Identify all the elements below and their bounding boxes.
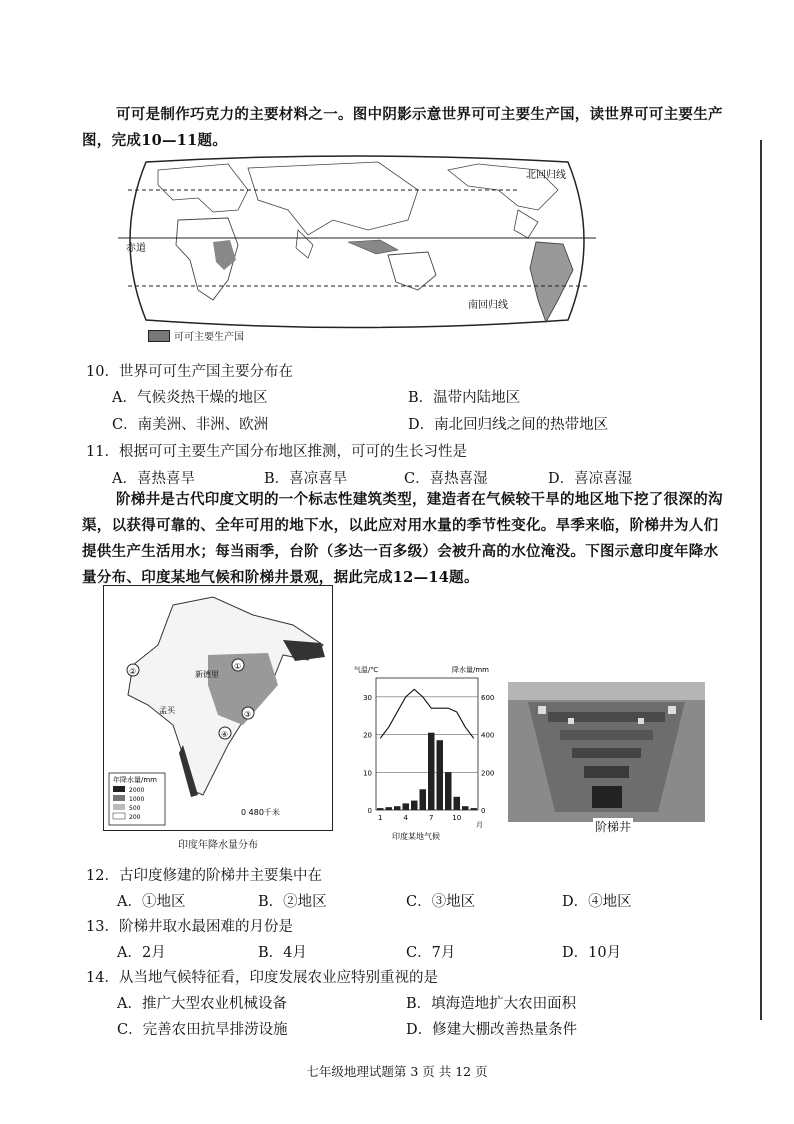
intro-paragraph-cocoa: 可可是制作巧克力的主要材料之一。图中阴影示意世界可可主要生产国，读世界可可主要生产图，完成10—11题。 xyxy=(82,106,723,149)
climate-chart xyxy=(352,660,502,845)
place-mumbai: 孟买 xyxy=(159,706,175,715)
precip-bar xyxy=(428,733,435,810)
legend-item-2: 1000 xyxy=(129,796,145,803)
stepwell-caption: 阶梯井 xyxy=(595,820,632,834)
marker-2: ② xyxy=(129,667,137,676)
x-tick-label: 1 xyxy=(378,814,383,822)
precip-bar xyxy=(454,797,461,810)
left-axis-label: 气温/℃ xyxy=(354,666,379,674)
question-11-option-d[interactable]: D．喜凉喜湿 xyxy=(548,471,633,487)
map-legend xyxy=(148,328,244,343)
marker-3: ③ xyxy=(244,710,252,719)
precip-bar xyxy=(411,801,418,810)
legend-label: 可可主要生产国 xyxy=(174,332,244,343)
question-13-option-d[interactable]: D．10月 xyxy=(562,945,622,961)
left-tick-label: 30 xyxy=(363,693,372,702)
x-tick-label: 10 xyxy=(452,814,462,822)
intro-paragraph-stepwell: 阶梯井是古代印度文明的一个标志性建筑类型，建造者在气候较干旱的地区地下挖了很深的沟渠，以获得可靠的、全年可用的地下水，以此应对用水量的季节性变化。旱季来临，阶梯井为人们提供生产生活用水；每当雨季，台阶（多达一百多级）会被升高的水位淹没。下图示意印度年降水量分布、印度某地气候和阶梯井景观，据此完成12—14题。 xyxy=(82,491,723,586)
precip-bar xyxy=(394,806,401,810)
right-tick-label: 600 xyxy=(481,693,495,702)
right-tick-label: 400 xyxy=(481,731,495,740)
question-10-option-d[interactable]: D．南北回归线之间的热带地区 xyxy=(408,417,609,433)
climate-chart-caption: 印度某地气候 xyxy=(392,832,440,841)
precip-bar xyxy=(420,789,427,810)
page-edge-line xyxy=(760,140,762,1020)
question-13-option-b[interactable]: B．4月 xyxy=(258,945,307,961)
question-11-option-c[interactable]: C．喜热喜湿 xyxy=(404,471,488,487)
right-tick-label: 200 xyxy=(481,769,495,778)
page-footer: 七年级地理试题第 3 页 共 12 页 xyxy=(306,1064,488,1079)
scale-bar: 0 480千米 xyxy=(241,808,280,817)
legend-item-1: 2000 xyxy=(129,787,145,794)
left-tick-label: 20 xyxy=(363,731,372,740)
world-cocoa-map xyxy=(118,150,596,345)
equator-label: 赤道 xyxy=(126,243,146,254)
precip-bar xyxy=(445,772,452,810)
left-tick-label: 10 xyxy=(363,769,372,778)
question-10-option-c[interactable]: C．南美洲、非洲、欧洲 xyxy=(112,417,269,433)
question-13-option-c[interactable]: C．7月 xyxy=(406,945,456,961)
question-14-option-c[interactable]: C．完善农田抗旱排涝设施 xyxy=(117,1022,288,1038)
question-12-option-a[interactable]: A．①地区 xyxy=(117,894,186,910)
x-tick-label: 7 xyxy=(429,814,434,822)
precip-bar xyxy=(462,806,469,810)
right-axis-label: 降水量/mm xyxy=(452,666,489,674)
question-10-option-b[interactable]: B．温带内陆地区 xyxy=(408,390,521,406)
precip-bar xyxy=(377,808,384,810)
india-rainfall-map xyxy=(103,585,333,835)
tropic-of-capricorn-label: 南回归线 xyxy=(468,300,508,311)
tropic-of-cancer-label: 北回归线 xyxy=(526,170,566,181)
question-14-option-b[interactable]: B．填海造地扩大农田面积 xyxy=(406,996,577,1012)
precip-bar xyxy=(471,808,478,810)
marker-4: ④ xyxy=(221,730,229,739)
question-12-option-d[interactable]: D．④地区 xyxy=(562,894,632,910)
question-13-option-a[interactable]: A．2月 xyxy=(117,945,166,961)
precip-bar xyxy=(437,740,444,810)
place-new-delhi: 新德里 xyxy=(195,670,219,679)
question-12-stem: 12．古印度修建的阶梯井主要集中在 xyxy=(86,868,322,884)
legend-item-3: 500 xyxy=(129,805,141,812)
stepwell-photo xyxy=(508,682,705,822)
question-11-option-a[interactable]: A．喜热喜旱 xyxy=(112,471,195,487)
x-tick-label: 4 xyxy=(403,814,408,822)
question-12-option-b[interactable]: B．②地区 xyxy=(258,894,327,910)
question-11-stem: 11．根据可可主要生产国分布地区推测，可可的生长习性是 xyxy=(86,444,467,460)
question-14-option-d[interactable]: D．修建大棚改善热量条件 xyxy=(406,1022,578,1038)
question-13-stem: 13．阶梯井取水最困难的月份是 xyxy=(86,919,293,935)
left-tick-label: 0 xyxy=(367,807,372,815)
india-map-caption: 印度年降水量分布 xyxy=(178,840,258,851)
plot-frame xyxy=(376,678,478,810)
question-10-stem: 10．世界可可生产国主要分布在 xyxy=(86,364,293,380)
legend-title: 年降水量/mm xyxy=(113,776,157,784)
right-tick-label: 0 xyxy=(481,807,486,815)
question-10-option-a[interactable]: A．气候炎热干燥的地区 xyxy=(112,390,268,406)
question-14-option-a[interactable]: A．推广大型农业机械设备 xyxy=(117,996,287,1012)
legend-swatch xyxy=(148,330,170,342)
x-unit-label: 月 xyxy=(476,821,483,829)
precip-bar xyxy=(386,807,393,810)
question-11-option-b[interactable]: B．喜凉喜旱 xyxy=(264,471,348,487)
question-14-stem: 14．从当地气候特征看，印度发展农业应特别重视的是 xyxy=(86,970,438,986)
legend-item-4: 200 xyxy=(129,814,141,821)
marker-1: ① xyxy=(234,662,242,671)
precip-bar xyxy=(403,803,410,810)
question-12-option-c[interactable]: C．③地区 xyxy=(406,894,476,910)
